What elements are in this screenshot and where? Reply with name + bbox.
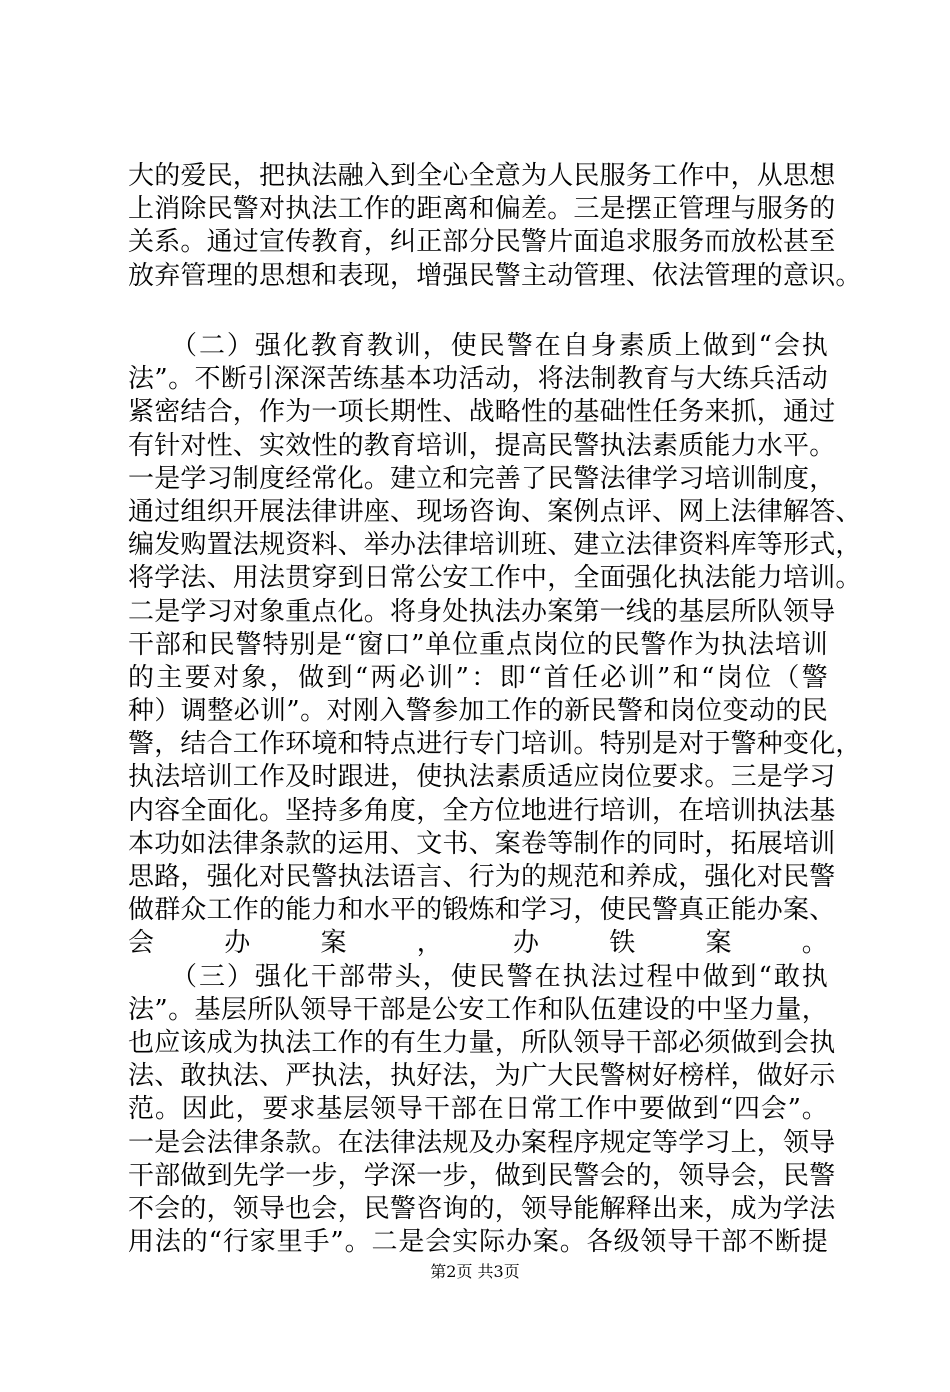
paragraph-body <box>128 330 862 1392</box>
text-line: （二）强化教育教训，使民警在自身素质上做到“会执 <box>128 331 828 361</box>
text-line: 一是学习制度经常化。建立和完善了民警法律学习培训制度， <box>128 463 836 494</box>
text-line: 紧密结合，作为一项长期性、战略性的基础性任务来抓，通过 <box>128 397 836 428</box>
text-line: 种）调整必训”。对刚入警参加工作的新民警和岗位变动的民 <box>128 696 828 727</box>
text-line: 干部和民警特别是“窗口”单位重点岗位的民警作为执法培训 <box>128 629 828 660</box>
text-line: 将学法、用法贯穿到日常公安工作中，全面强化执法能力培训。 <box>128 563 862 594</box>
paragraph-continuation <box>128 160 862 293</box>
text-line: 内容全面化。坚持多角度，全方位地进行培训，在培训执法基 <box>128 795 836 826</box>
text-line: 一是会法律条款。在法律法规及办案程序规定等学习上，领导 <box>128 1127 836 1158</box>
text-line: 的主要对象，做到“两必训”：即“首任必训”和“岗位（警 <box>128 662 828 693</box>
text-line: 二是学习对象重点化。将身处执法办案第一线的基层所队领导 <box>128 596 836 627</box>
text-line: 法、敢执法、严执法，执好法，为广大民警树好榜样，做好示 <box>128 1061 836 1092</box>
text-line <box>128 1292 828 1325</box>
text-line: 范。因此，要求基层领导干部在日常工作中要做到“四会”。 <box>128 1094 828 1125</box>
text-line: 放弃管理的思想和表现，增强民警主动管理、依法管理的意识。 <box>128 260 862 291</box>
text-line: 大的爱民，把执法融入到全心全意为人民服务工作中，从思想 <box>128 161 836 191</box>
text-line: 编发购置法规资料、举办法律培训班、建立法律资料库等形式， <box>128 530 862 561</box>
text-line: 本功如法律条款的运用、文书、案卷等制作的同时，拓展培训 <box>128 828 836 859</box>
text-line: 关系。通过宣传教育，纠正部分民警片面追求服务而放松甚至 <box>128 227 836 258</box>
text-line: 思路，强化对民警执法语言、行为的规范和养成，强化对民警 <box>128 862 836 892</box>
text-line: 做群众工作的能力和水平的锻炼和学习，使民警真正能办案、 <box>128 895 836 926</box>
text-line <box>128 1359 828 1392</box>
text-line <box>128 1326 828 1359</box>
text-line: 会办案，办铁案。 <box>128 928 828 959</box>
text-line: （三）强化干部带头，使民警在执法过程中做到“敢执 <box>128 961 828 992</box>
page-footer: 第2页 共3页 <box>430 1262 520 1281</box>
text-line: 警，结合工作环境和特点进行专门培训。特别是对于警种变化， <box>128 729 862 760</box>
text-line: 用法的“行家里手”。二是会实际办案。各级领导干部不断提 <box>128 1227 828 1258</box>
text-line: 也应该成为执法工作的有生力量，所队领导干部必须做到会执 <box>128 1027 836 1058</box>
text-line: 有针对性、实效性的教育培训，提高民警执法素质能力水平。 <box>128 430 836 461</box>
text-line: 干部做到先学一步，学深一步，做到民警会的，领导会，民警 <box>128 1160 836 1191</box>
text-line: 不会的，领导也会，民警咨询的，领导能解释出来，成为学法 <box>128 1193 836 1224</box>
text-line: 执法培训工作及时跟进，使执法素质适应岗位要求。三是学习 <box>128 762 836 793</box>
text-line: 通过组织开展法律讲座、现场咨询、案例点评、网上法律解答、 <box>128 496 862 527</box>
text-line: 上消除民警对执法工作的距离和偏差。三是摆正管理与服务的 <box>128 194 836 225</box>
text-line: 法”。基层所队领导干部是公安工作和队伍建设的中坚力量， <box>128 994 828 1025</box>
text-line: 法”。不断引深深苦练基本功活动，将法制教育与大练兵活动 <box>128 364 828 395</box>
